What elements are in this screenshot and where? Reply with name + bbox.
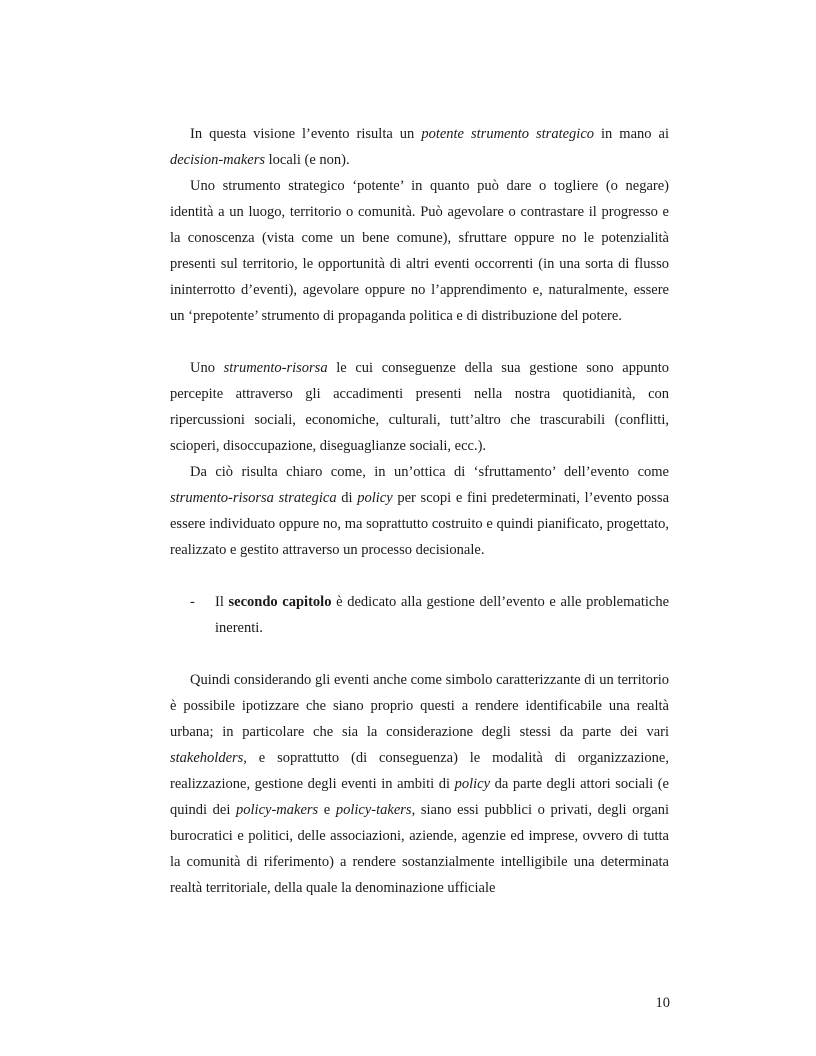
bold-term: secondo capitolo (228, 594, 332, 610)
emphasis: decision-makers (170, 152, 266, 168)
emphasis: policy-makers (236, 802, 319, 818)
paragraph-spacer (170, 641, 669, 667)
bullet-item: - Il secondo capitolo è dedicato alla gestione dell’evento e alle problematiche inerenti. (170, 589, 669, 641)
emphasis: stakeholders (170, 750, 244, 766)
paragraph-4: Da ciò risulta chiaro come, in un’ottica di ‘sfruttamento’ dell’evento come strumento-risorsa strategica di policy per scopi e fini predeterminati, l’evento possa essere individuato oppure no, ma soprattutto costruito e quindi pianificato, progettato, realizzato e gestito attraverso un processo decisionale. (170, 464, 670, 558)
emphasis: strumento-risorsa (223, 360, 328, 376)
emphasis: policy (454, 776, 491, 792)
paragraph-2: Uno strumento strategico ‘potente’ in quanto può dare o togliere (o negare) identità a un luogo, territorio o comunità. Può agevolare o contrastare il progresso e la conoscenza (vista come un bene comune), sfruttare oppure no le potenzialità presenti sul territorio, le opportunità di altri eventi occorrenti (in una sorta di flusso ininterrotto d’eventi), agevolare oppure no l’apprendimento e, naturalmente, essere un ‘prepotente’ strumento di propaganda politica e di distribuzione del potere. (170, 178, 669, 324)
paragraph-3: Uno strumento-risorsa le cui conseguenze della sua gestione sono appunto percepite attraverso gli accadimenti presenti nella nostra quotidianità, con ripercussioni sociali, economiche, culturali, tutt’altro che trascurabili (conflitti, scioperi, disoccupazione, diseguaglianze sociali, ecc.). (170, 360, 670, 454)
page-number: 10 (655, 995, 670, 1011)
paragraph-1: In questa visione l’evento risulta un potente strumento strategico in mano ai decision-makers locali (e non). (170, 126, 669, 168)
paragraph-spacer (170, 329, 669, 355)
paragraph-spacer (170, 563, 669, 589)
document-body (170, 121, 669, 901)
emphasis: policy (357, 490, 393, 506)
emphasis: strumento-risorsa strategica (170, 490, 337, 506)
paragraph-5: Quindi considerando gli eventi anche come simbolo caratterizzante di un territorio è possibile ipotizzare che siano proprio questi a rendere identificabile una realtà urbana; in particolare che sia la considerazione degli stessi da parte dei vari stakeholders, e soprattutto (di conseguenza) le modalità di organizzazione, realizzazione, gestione degli eventi in ambiti di policy da parte degli attori sociali (e quindi dei policy-makers e policy-takers, siano essi pubblici o privati, degli organi burocratici e politici, delle associazioni, aziende, agenzie ed imprese, ovvero di tutta la comunità di riferimento) a rendere sostanzialmente intelligibile una determinata realtà territoriale, della quale la denominazione ufficiale (170, 672, 669, 896)
emphasis: policy-takers (335, 802, 412, 818)
emphasis: potente strumento strategico (421, 126, 595, 142)
bullet-dash: - (190, 594, 195, 610)
